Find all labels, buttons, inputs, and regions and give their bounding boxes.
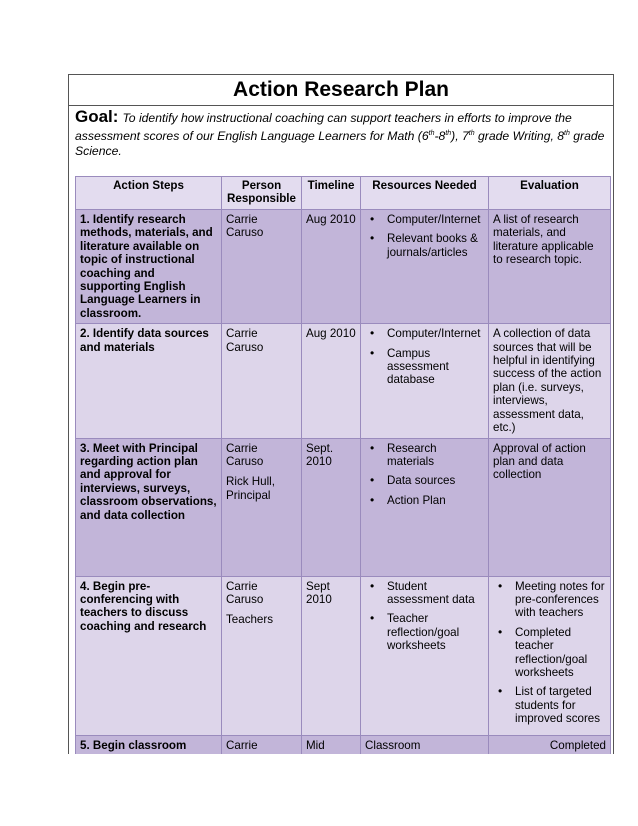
resources-cell: [361, 576, 489, 735]
list-item: • Research materials: [387, 442, 484, 469]
person-cell: [222, 210, 302, 324]
evaluation-list: [493, 580, 606, 726]
person-name: Carrie Caruso: [226, 327, 264, 354]
person-cell: [222, 438, 302, 576]
person-cell: Carrie: [222, 735, 302, 754]
timeline-cell: Sept. 2010: [302, 438, 361, 576]
goal-text: ), 7: [451, 129, 469, 144]
person-name: Carrie Caruso: [226, 441, 264, 468]
list-item: • Data sources: [387, 474, 484, 487]
list-item: • Action Plan: [387, 494, 484, 507]
person-name: Carrie Caruso: [226, 213, 264, 240]
resources-cell: [361, 438, 489, 576]
list-item: • List of targeted students for improved scores: [515, 685, 606, 725]
header-timeline: Timeline: [302, 177, 361, 210]
header-evaluation: Evaluation: [489, 177, 611, 210]
header-resources-needed: Resources Needed: [361, 177, 489, 210]
document-frame: [68, 74, 614, 754]
evaluation-cell: A collection of data sources that will be helpful in identifying success of the action plan (i.e. surveys, interviews, assessment data, etc.): [489, 324, 611, 438]
goal-text: grade Writing, 8: [474, 129, 565, 144]
evaluation-cell: Approval of action plan and data collection: [489, 438, 611, 576]
person-cell: [222, 324, 302, 438]
resources-list: [365, 442, 484, 508]
list-item: • Relevant books & journals/articles: [387, 232, 484, 259]
action-step-cell: 2. Identify data sources and materials: [76, 324, 222, 438]
goal-text: -8: [434, 129, 446, 144]
goal-sup: th: [468, 130, 475, 137]
timeline-cell: Aug 2010: [302, 210, 361, 324]
goal-sup: th: [428, 130, 435, 137]
list-item: • Student assessment data: [387, 580, 484, 607]
list-item: • Teacher reflection/goal worksheets: [387, 612, 484, 652]
header-action-steps: Action Steps: [76, 177, 222, 210]
list-item: • Completed teacher reflection/goal worksheets: [515, 626, 606, 680]
person-name: Teachers: [226, 613, 274, 627]
action-step-cell: 3. Meet with Principal regarding action plan and approval for interviews, surveys, classroom observations, and data collection: [76, 438, 222, 576]
goal-statement: [69, 106, 613, 161]
header-person-responsible: Person Responsible: [222, 177, 302, 210]
action-plan-table: [75, 176, 611, 754]
goal-sup: th: [564, 130, 570, 137]
evaluation-cell: [489, 576, 611, 735]
list-item: • Computer/Internet: [387, 327, 484, 340]
action-step-cell: 5. Begin classroom: [76, 735, 222, 754]
action-step-cell: 4. Begin pre-conferencing with teachers to discuss coaching and research: [76, 576, 222, 735]
table-row: [76, 210, 611, 324]
goal-text: grade Science.: [75, 129, 605, 159]
table-row: [76, 324, 611, 438]
list-item: • Meeting notes for pre-conferences with teachers: [515, 580, 606, 620]
resources-list: [365, 213, 484, 259]
goal-text: To identify how instructional coaching can support teachers in efforts to improve the assessment scores of our English Language Learners for Math (6: [75, 111, 572, 144]
resources-list: [365, 580, 484, 653]
goal-sup: th: [445, 130, 452, 137]
resources-list: [365, 327, 484, 387]
action-step-cell: 1. Identify research methods, materials, and literature available on topic of instructional coaching and supporting English Language Learners in classroom.: [76, 210, 222, 324]
person-cell: [222, 576, 302, 735]
goal-label: Goal:: [75, 107, 119, 126]
table-row: [76, 576, 611, 735]
table-row: [76, 438, 611, 576]
table-row: [76, 735, 611, 754]
resources-cell: [361, 210, 489, 324]
timeline-cell: Mid: [302, 735, 361, 754]
list-item: • Computer/Internet: [387, 213, 484, 226]
list-item: • Campus assessment database: [387, 347, 484, 387]
timeline-cell: Sept 2010: [302, 576, 361, 735]
page-title: Action Research Plan: [69, 75, 613, 106]
timeline-cell: Aug 2010: [302, 324, 361, 438]
evaluation-cell: Completed: [489, 735, 611, 754]
evaluation-cell: A list of research materials, and literature applicable to research topic.: [489, 210, 611, 324]
person-name: Carrie Caruso: [226, 579, 264, 606]
resources-cell: Classroom: [361, 735, 489, 754]
person-name: Rick Hull, Principal: [226, 475, 275, 502]
resources-cell: [361, 324, 489, 438]
